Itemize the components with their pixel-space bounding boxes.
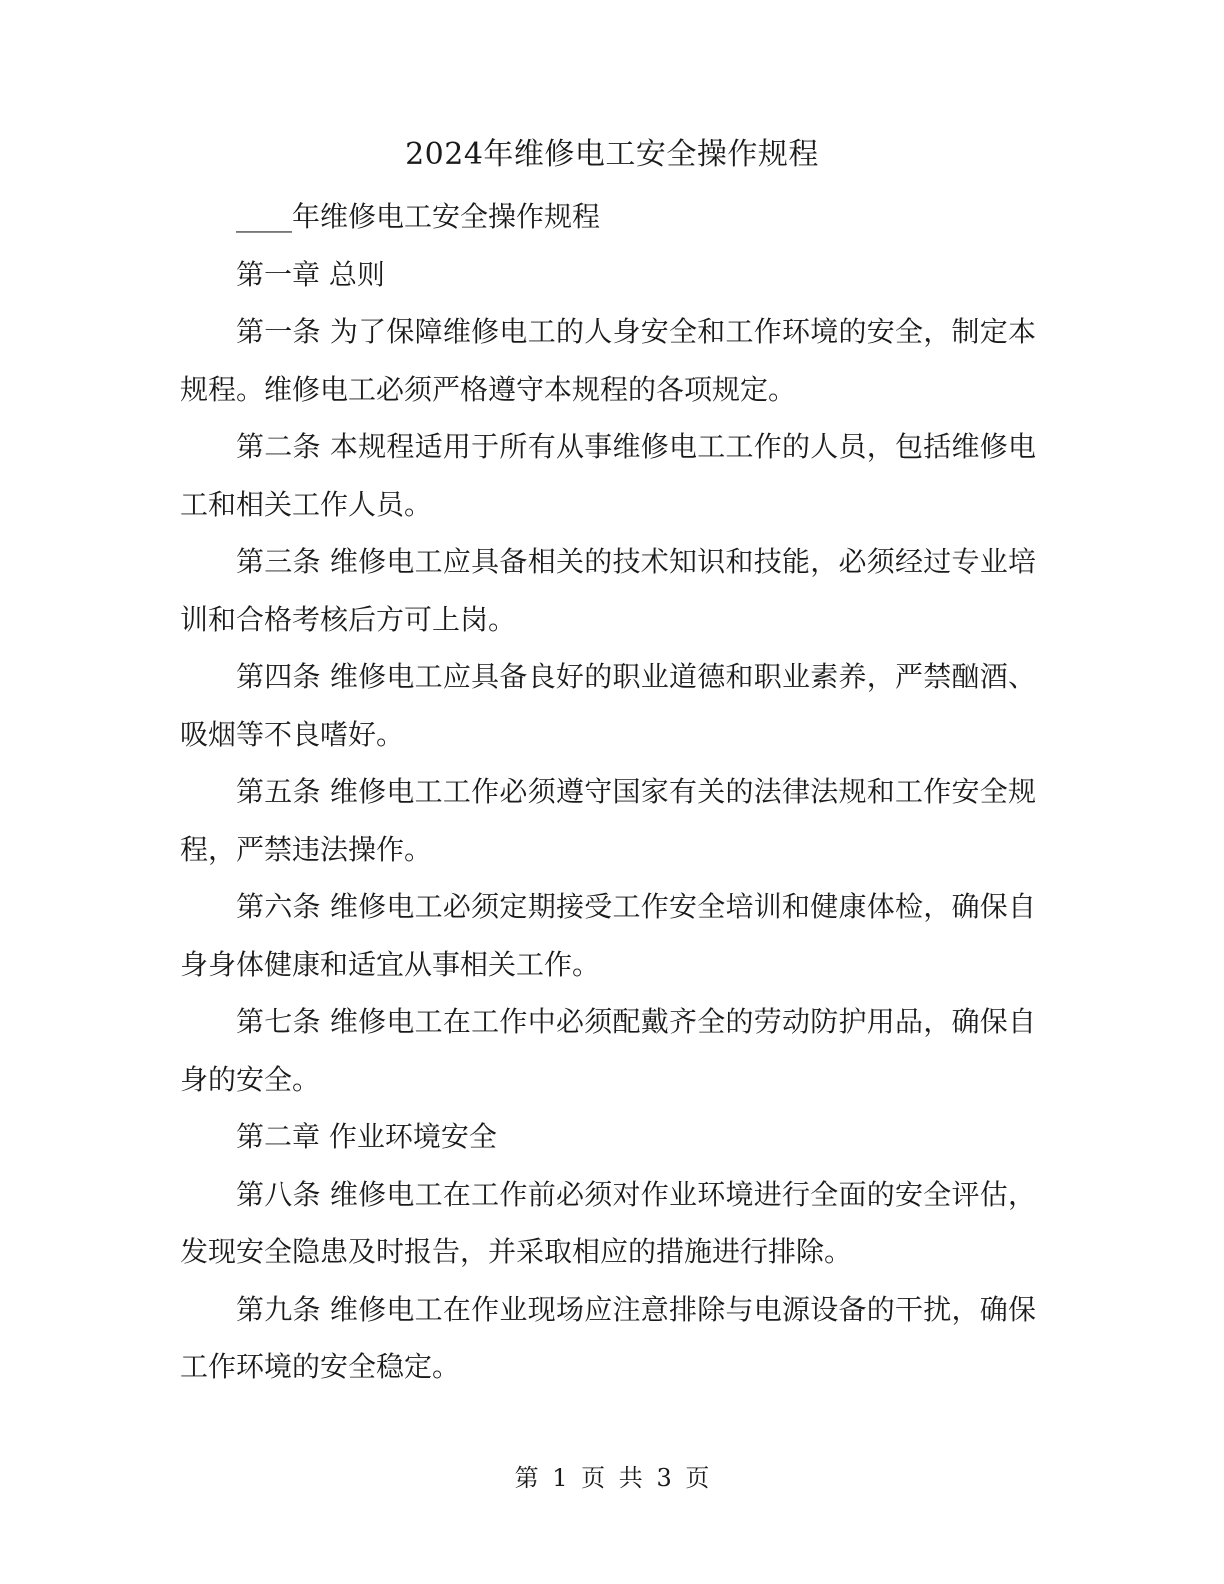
subtitle-paragraph: ____年维修电工安全操作规程 — [236, 200, 601, 233]
chapter-heading: 第二章 作业环境安全 — [236, 1120, 497, 1153]
chapter-heading: 第一章 总则 — [236, 257, 385, 291]
document-body — [180, 188, 1036, 1396]
document-title: 2024年维修电工安全操作规程 — [405, 137, 819, 172]
article-paragraph: 第八条 维修电工在工作前必须对作业环境进行全面的安全评估，发现安全隐患及时报告，并采取相应的措施进行排除。 — [180, 1177, 1036, 1268]
page-number-footer: 第 1 页 共 3 页 — [514, 1464, 710, 1492]
article-paragraph: 第三条 维修电工应具备相关的技术知识和技能，必须经过专业培训和合格考核后方可上岗。 — [180, 545, 1036, 636]
article-paragraph: 第七条 维修电工在工作中必须配戴齐全的劳动防护用品，确保自身的安全。 — [180, 1005, 1036, 1096]
article-paragraph: 第四条 维修电工应具备良好的职业道德和职业素养，严禁酗酒、吸烟等不良嗜好。 — [180, 660, 1036, 751]
article-paragraph: 第二条 本规程适用于所有从事维修电工工作的人员，包括维修电工和相关工作人员。 — [180, 430, 1036, 521]
article-paragraph: 第五条 维修电工工作必须遵守国家有关的法律法规和工作安全规程，严禁违法操作。 — [180, 775, 1036, 866]
article-paragraph: 第九条 维修电工在作业现场应注意排除与电源设备的干扰，确保工作环境的安全稳定。 — [180, 1292, 1036, 1383]
article-paragraph: 第六条 维修电工必须定期接受工作安全培训和健康体检，确保自身身体健康和适宜从事相关工作。 — [180, 890, 1036, 981]
article-paragraph: 第一条 为了保障维修电工的人身安全和工作环境的安全，制定本规程。维修电工必须严格遵守本规程的各项规定。 — [180, 315, 1036, 406]
